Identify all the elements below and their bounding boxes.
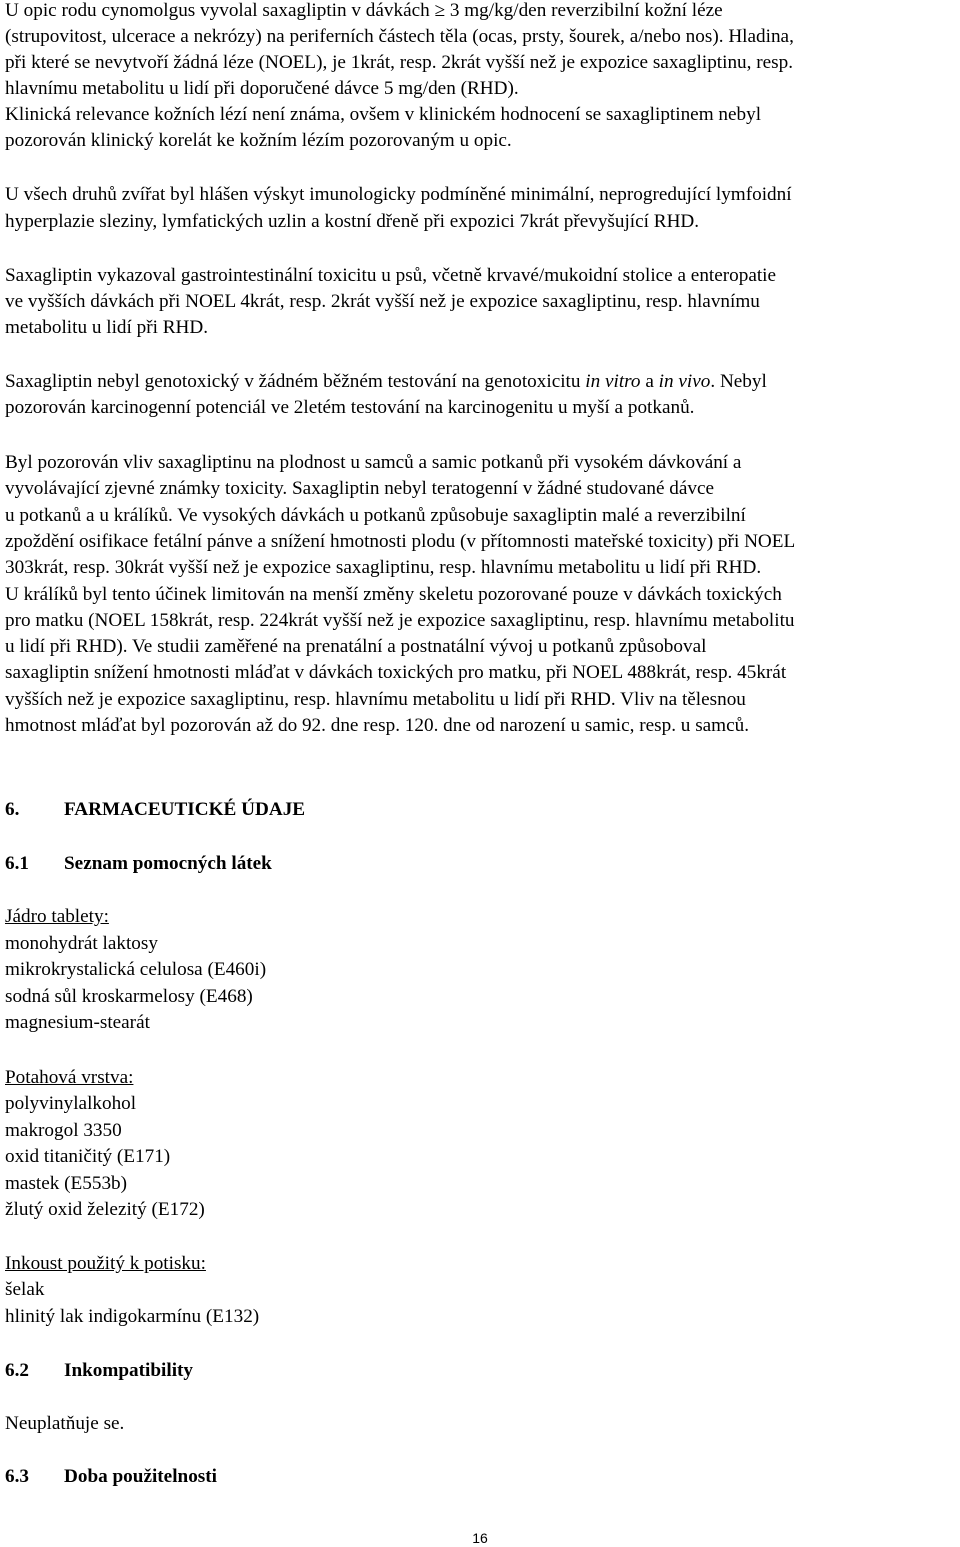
paragraph-line: ve vyšších dávkách při NOEL 4krát, resp. 2krát vyšší než je expozice saxagliptinu, resp. hlavnímu (5, 291, 760, 312)
section-title: Inkompatibility (64, 1360, 194, 1381)
list-item: monohydrát laktosy (5, 933, 158, 954)
paragraph-line: U opic rodu cynomolgus vyvolal saxagliptin v dávkách ≥ 3 mg/kg/den reverzibilní kožní léze (5, 0, 723, 21)
text-run: Saxagliptin nebyl genotoxický v žádném běžném testování na genotoxicitu (5, 371, 586, 392)
section-heading (5, 799, 305, 821)
paragraph-line: U všech druhů zvířat byl hlášen výskyt imunologicky podmíněné minimální, neprogredující lymfoidní (5, 184, 792, 205)
paragraph-line: (strupovitost, ulcerace a nekrózy) na periferních částech těla (ocas, prsty, šourek, a/nebo nos). Hladina, (5, 26, 794, 47)
italic-term: in vitro (585, 371, 641, 392)
section-text: Neuplatňuje se. (5, 1413, 125, 1434)
paragraph-line: saxagliptin snížení hmotnosti mláďat v dávkách toxických pro matku, při NOEL 488krát, resp. 45krát (5, 662, 787, 683)
subsection-heading (5, 853, 272, 875)
paragraph-line: u lidí při RHD). Ve studii zaměřené na prenatální a postnatální vývoj u potkanů způsoboval (5, 636, 707, 657)
subsection-heading (5, 1360, 193, 1382)
list-item: oxid titaničitý (E171) (5, 1146, 171, 1167)
list-item: žlutý oxid železitý (E172) (5, 1199, 205, 1220)
paragraph-line: pozorován klinický korelát ke kožním lézím pozorovaným u opic. (5, 130, 512, 151)
section-number: 6.1 (5, 853, 29, 874)
list-item: šelak (5, 1279, 45, 1300)
text-run: . Nebyl (710, 371, 767, 392)
paragraph-line: Saxagliptin vykazoval gastrointestinální toxicitu u psů, včetně krvavé/mukoidní stolice a enteropatie (5, 265, 777, 286)
paragraph-line: hyperplazie sleziny, lymfatických uzlin a kostní dřeně při expozici 7krát převyšující RHD. (5, 211, 700, 232)
paragraph-line: při které se nevytvoří žádná léze (NOEL), je 1krát, resp. 2krát vyšší než je expozice saxagliptinu, resp. (5, 52, 793, 73)
italic-term: in vivo (658, 371, 711, 392)
paragraph-line: 303krát, resp. 30krát vyšší než je expozice saxagliptinu, resp. hlavnímu metabolitu u lidí při RHD. (5, 557, 762, 578)
list-item: mastek (E553b) (5, 1173, 128, 1194)
section-number: 6.3 (5, 1466, 29, 1487)
paragraph-line: pozorován karcinogenní potenciál ve 2letém testování na karcinogenitu u myší a potkanů. (5, 397, 695, 418)
paragraph-line: u potkanů a u králíků. Ve vysokých dávkách u potkanů způsobuje saxagliptin malé a reverzibilní (5, 505, 746, 526)
section-title: FARMACEUTICKÉ ÚDAJE (64, 799, 306, 820)
paragraph-line: Klinická relevance kožních lézí není známa, ovšem v klinickém hodnocení se saxagliptinem nebyl (5, 104, 762, 125)
paragraph-line: hmotnost mláďat byl pozorován až do 92. dne resp. 120. dne od narození u samic, resp. u samců. (5, 715, 750, 736)
paragraph-line: Byl pozorován vliv saxagliptinu na plodnost u samců a samic potkanů při vysokém dávkování a (5, 452, 742, 473)
paragraph-line: U králíků byl tento účinek limitován na menší změny skeletu pozorované pouze v dávkách toxických (5, 584, 782, 605)
section-title: Seznam pomocných látek (64, 853, 272, 874)
list-heading-coating: Potahová vrstva: (5, 1067, 134, 1088)
list-item: polyvinylalkohol (5, 1093, 137, 1114)
list-item: sodná sůl kroskarmelosy (E468) (5, 986, 253, 1007)
paragraph-line: zpoždění osifikace fetální pánve a snížení hmotnosti plodu (v přítomnosti mateřské toxicity) při NOEL (5, 531, 796, 552)
paragraph-line: hlavnímu metabolitu u lidí při doporučené dávce 5 mg/den (RHD). (5, 78, 519, 99)
subsection-heading (5, 1466, 217, 1488)
paragraph-line: pro matku (NOEL 158krát, resp. 224krát vyšší než je expozice saxagliptinu, resp. hlavnímu metabolitu (5, 610, 795, 631)
section-number: 6.2 (5, 1360, 29, 1381)
paragraph-line: vyšších než je expozice saxagliptinu, resp. hlavnímu metabolitu u lidí při RHD. Vliv na tělesnou (5, 689, 746, 710)
list-heading-ink: Inkoust použitý k potisku: (5, 1253, 206, 1274)
paragraph-line: metabolitu u lidí při RHD. (5, 317, 209, 338)
list-item: mikrokrystalická celulosa (E460i) (5, 959, 267, 980)
list-item: makrogol 3350 (5, 1120, 122, 1141)
section-number: 6. (5, 799, 20, 820)
list-heading-core: Jádro tablety: (5, 906, 109, 927)
paragraph-line: vyvolávající zjevné známky toxicity. Saxagliptin nebyl teratogenní v žádné studované dávce (5, 478, 714, 499)
paragraph-line (5, 371, 767, 393)
section-title: Doba použitelnosti (64, 1466, 217, 1487)
page-number: 16 (472, 1530, 488, 1546)
list-item: hlinitý lak indigokarmínu (E132) (5, 1306, 260, 1327)
text-run: a (640, 371, 659, 392)
list-item: magnesium-stearát (5, 1012, 150, 1033)
